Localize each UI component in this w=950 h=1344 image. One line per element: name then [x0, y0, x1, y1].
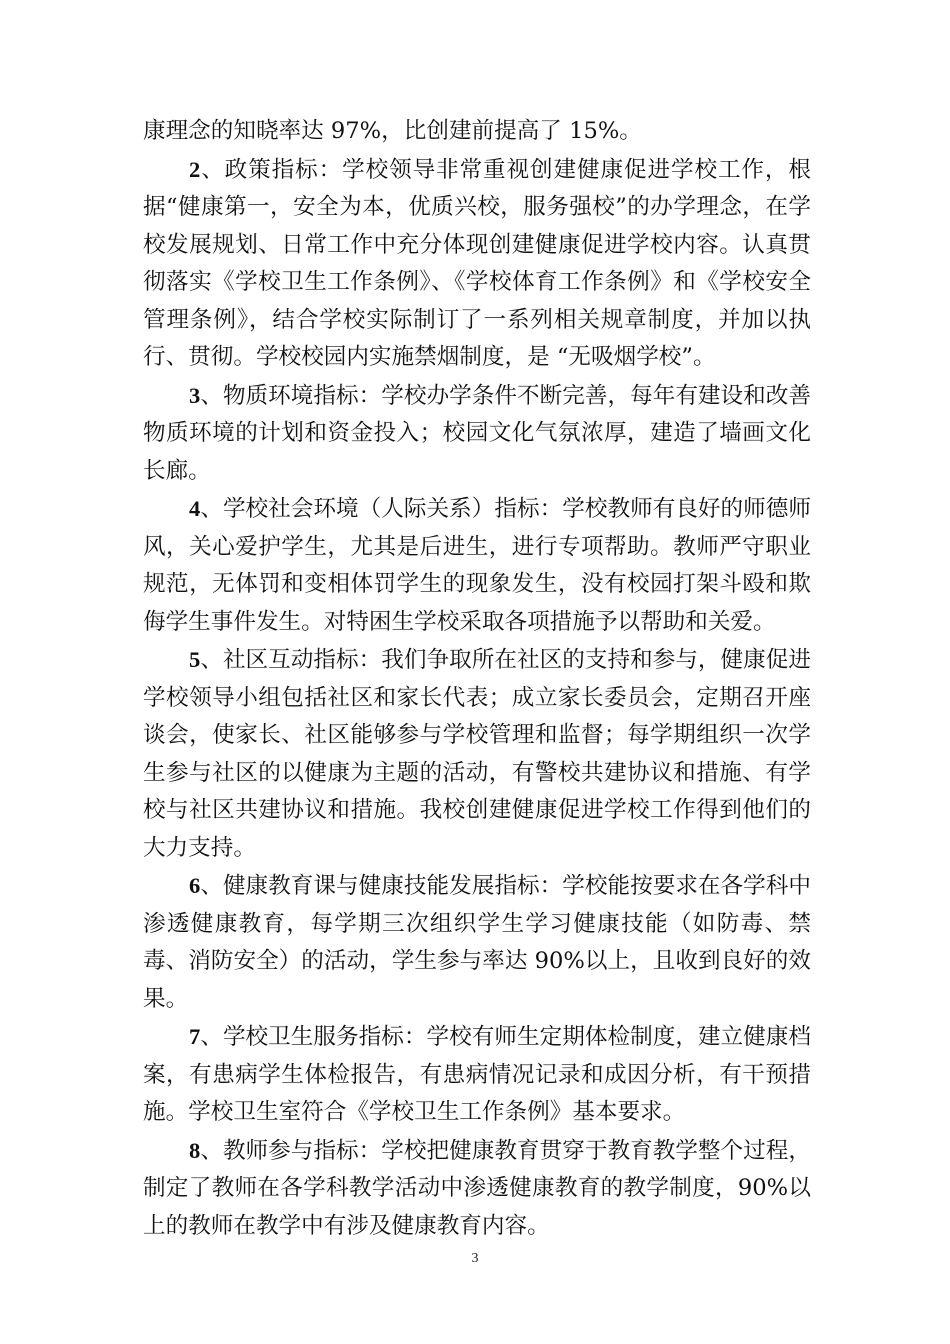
paragraph-text: 康理念的知晓率达 97%，比创建前提高了 15%。: [143, 118, 642, 144]
page-number: 3: [471, 1251, 479, 1266]
paragraph-5: [143, 641, 811, 867]
paragraph-number: 8: [189, 1137, 201, 1163]
paragraph-text: 、教师参与指标：学校把健康教育贯穿于教育教学整个过程，制定了教师在各学科教学活动中渗透健康教育的教学制度，90%以上的教师在教学中有涉及健康教育内容。: [143, 1137, 811, 1239]
paragraph-text: 、学校社会环境（人际关系）指标：学校教师有良好的师德师风，关心爱护学生，尤其是后进生，进行专项帮助。教师严守职业规范，无体罚和变相体罚学生的现象发生，没有校园打架斗殴和欺侮学生事件发生。对特困生学校采取各项措施予以帮助和关爱。: [143, 496, 811, 635]
paragraph-number: 7: [189, 1024, 201, 1049]
paragraph-text: 、学校卫生服务指标：学校有师生定期体检制度，建立健康档案，有患病学生体检报告，有患病情况记录和成因分析，有干预措施。学校卫生室符合《学校卫生工作条例》基本要求。: [143, 1024, 811, 1125]
paragraph-2: [143, 151, 811, 377]
paragraph-4: [143, 490, 811, 641]
paragraph-8: [143, 1132, 811, 1246]
paragraph-text: 、政策指标：学校领导非常重视创建健康促进学校工作，根据“健康第一，安全为本，优质兴校，服务强校”的办学理念，在学校发展规划、日常工作中充分体现创建健康促进学校内容。认真贯彻落实《学校卫生工作条例》、《学校体育工作条例》和《学校安全管理条例》，结合学校实际制订了一系列相关规章制度，并加以执行、贯彻。学校校园内实施禁烟制度，是 “无吸烟学校”。: [143, 156, 811, 370]
paragraph-text: 、物质环境指标：学校办学条件不断完善，每年有建设和改善物质环境的计划和资金投入；校园文化气氛浓厚，建造了墙画文化长廊。: [143, 382, 811, 484]
paragraph-1: [143, 113, 811, 151]
paragraph-number: 5: [189, 647, 201, 672]
paragraph-number: 4: [189, 496, 201, 521]
paragraph-6: [143, 867, 811, 1018]
paragraph-7: [143, 1018, 811, 1132]
document-body: [143, 113, 811, 1245]
paragraph-number: 6: [189, 873, 201, 898]
paragraph-text: 、健康教育课与健康技能发展指标：学校能按要求在各学科中渗透健康教育，每学期三次组织学生学习健康技能（如防毒、禁毒、消防安全）的活动，学生参与率达 90%以上，且收到良好的效果。: [143, 873, 811, 1012]
paragraph-number: 3: [189, 382, 201, 408]
paragraph-number: 2: [189, 156, 201, 182]
paragraph-text: 、社区互动指标：我们争取所在社区的支持和参与，健康促进学校领导小组包括社区和家长代表；成立家长委员会，定期召开座谈会，使家长、社区能够参与学校管理和监督；每学期组织一次学生参与社区的以健康为主题的活动，有警校共建协议和措施、有学校与社区共建协议和措施。我校创建健康促进学校工作得到他们的大力支持。: [143, 647, 811, 861]
paragraph-3: [143, 377, 811, 491]
